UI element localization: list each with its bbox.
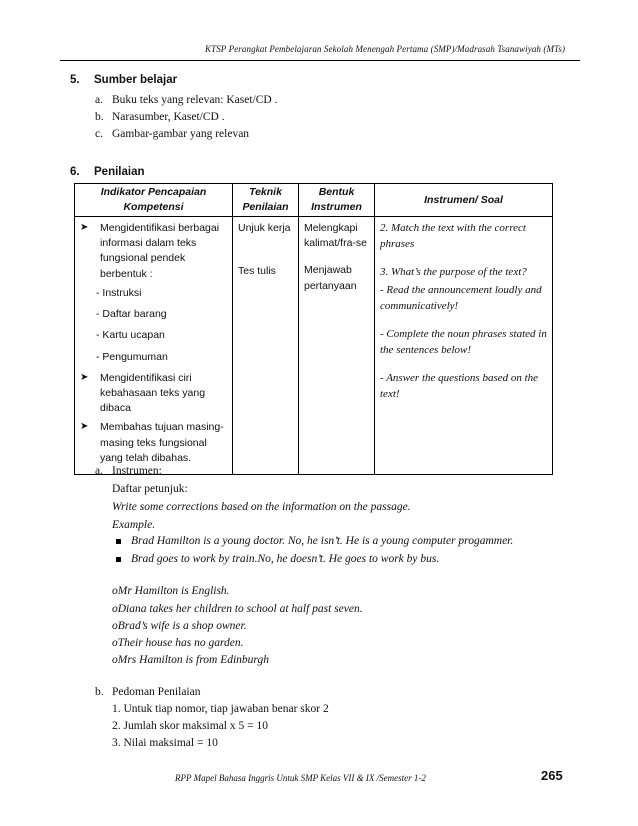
page-number: 265 bbox=[541, 768, 563, 783]
indikator-bullet-2: Mengidentifikasi ciri kebahasaan teks yang dibaca bbox=[100, 371, 206, 415]
pedoman-title: Pedoman Penilaian bbox=[112, 686, 201, 698]
indikator-sub-3: - Kartu ucapan bbox=[96, 329, 165, 342]
indikator-bullet-1: Mengidentifikasi berbagai informasi dalam teks fungsional pendek berbentuk : bbox=[100, 222, 220, 280]
square-bullet-icon bbox=[116, 539, 121, 544]
section-5-title: Sumber belajar bbox=[94, 74, 178, 86]
statement-2: oDiana takes her children to school at half past seven. bbox=[112, 603, 363, 615]
source-item-b: Narasumber, Kaset/CD . bbox=[112, 111, 225, 123]
assessment-table bbox=[74, 183, 553, 475]
bentuk-melengkapi: Melengkapi kalimat/fra-se bbox=[304, 222, 368, 250]
pedoman-item-1: 1. Untuk tiap nomor, tiap jawaban benar skor 2 bbox=[112, 703, 329, 715]
teknik-unjuk-kerja: Unjuk kerja bbox=[238, 222, 291, 234]
arrow-bullet-icon: ➤ bbox=[80, 371, 89, 383]
soal-5: - Answer the questions based on the text! bbox=[380, 371, 539, 400]
soal-2: 3. What’s the purpose of the text? bbox=[380, 265, 527, 278]
source-item-c: Gambar-gambar yang relevan bbox=[112, 128, 250, 140]
header-teknik: Teknik Penilaian bbox=[233, 184, 299, 217]
arrow-bullet-icon: ➤ bbox=[80, 421, 89, 433]
instruction-text: Write some corrections based on the information on the passage. bbox=[112, 501, 411, 513]
page-footer: RPP Mapel Bahasa Inggris Untuk SMP Kelas VII & IX /Semester 1-2 bbox=[175, 773, 426, 783]
example-label: Example. bbox=[112, 519, 156, 531]
header-bentuk: Bentuk Instrumen bbox=[299, 184, 375, 217]
pedoman-marker: b. bbox=[95, 686, 104, 698]
section-6-title: Penilaian bbox=[94, 166, 145, 178]
square-bullet-icon bbox=[116, 557, 121, 562]
example-2-text: Brad goes to work by train.No, he doesn’t. He goes to work by bus. bbox=[131, 553, 440, 565]
soal-1: 2. Match the text with the correct phrases bbox=[380, 222, 526, 250]
instrumen-marker: a. bbox=[95, 465, 103, 477]
indikator-sub-1: - Instruksi bbox=[96, 286, 142, 299]
pedoman-item-3: 3. Nilai maksimal = 10 bbox=[112, 737, 218, 749]
section-5-number: 5. bbox=[70, 74, 80, 86]
statement-4: oTheir house has no garden. bbox=[112, 637, 244, 649]
soal-cell bbox=[375, 217, 553, 475]
teknik-cell bbox=[233, 217, 299, 475]
statement-3: oBrad’s wife is a shop owner. bbox=[112, 620, 247, 632]
indikator-sub-4: - Pengumuman bbox=[96, 350, 168, 363]
header-indikator: Indikator Pencapaian Kompetensi bbox=[75, 184, 233, 217]
teknik-tes-tulis: Tes tulis bbox=[238, 265, 276, 278]
example-2 bbox=[116, 553, 439, 565]
bentuk-menjawab: Menjawab pertanyaan bbox=[304, 264, 357, 292]
instrumen-title: Instrumen: bbox=[112, 465, 162, 477]
indikator-cell bbox=[75, 217, 233, 475]
petunjuk-label: Daftar petunjuk: bbox=[112, 483, 188, 495]
example-1-text: Brad Hamilton is a young doctor. No, he isn’t. He is a young computer progammer. bbox=[131, 535, 514, 547]
section-6-number: 6. bbox=[70, 166, 80, 178]
statement-5: oMrs Hamilton is from Edinburgh bbox=[112, 654, 269, 666]
header-divider bbox=[60, 60, 580, 61]
soal-3: - Read the announcement loudly and communicatively! bbox=[380, 283, 542, 312]
source-item-a: Buku teks yang relevan: Kaset/CD . bbox=[112, 94, 278, 106]
indikator-sub-2: - Daftar barang bbox=[96, 308, 167, 321]
source-item-c-marker: c. bbox=[95, 128, 103, 140]
arrow-bullet-icon: ➤ bbox=[80, 222, 89, 233]
pedoman-item-2: 2. Jumlah skor maksimal x 5 = 10 bbox=[112, 720, 268, 732]
source-item-a-marker: a. bbox=[95, 94, 103, 106]
indikator-bullet-3: Membahas tujuan masing-masing teks fungsional yang telah dibahas. bbox=[100, 421, 224, 464]
source-item-b-marker: b. bbox=[95, 111, 104, 123]
header-soal: Instrumen/ Soal bbox=[375, 184, 553, 217]
soal-4: - Complete the noun phrases stated in the sentences below! bbox=[380, 327, 547, 356]
bentuk-cell bbox=[299, 217, 375, 475]
statement-1: oMr Hamilton is English. bbox=[112, 585, 230, 597]
example-1 bbox=[116, 535, 513, 547]
page-header: KTSP Perangkat Pembelajaran Sekolah Menengah Pertama (SMP)/Madrasah Tsanawiyah (MTs) bbox=[205, 44, 566, 54]
